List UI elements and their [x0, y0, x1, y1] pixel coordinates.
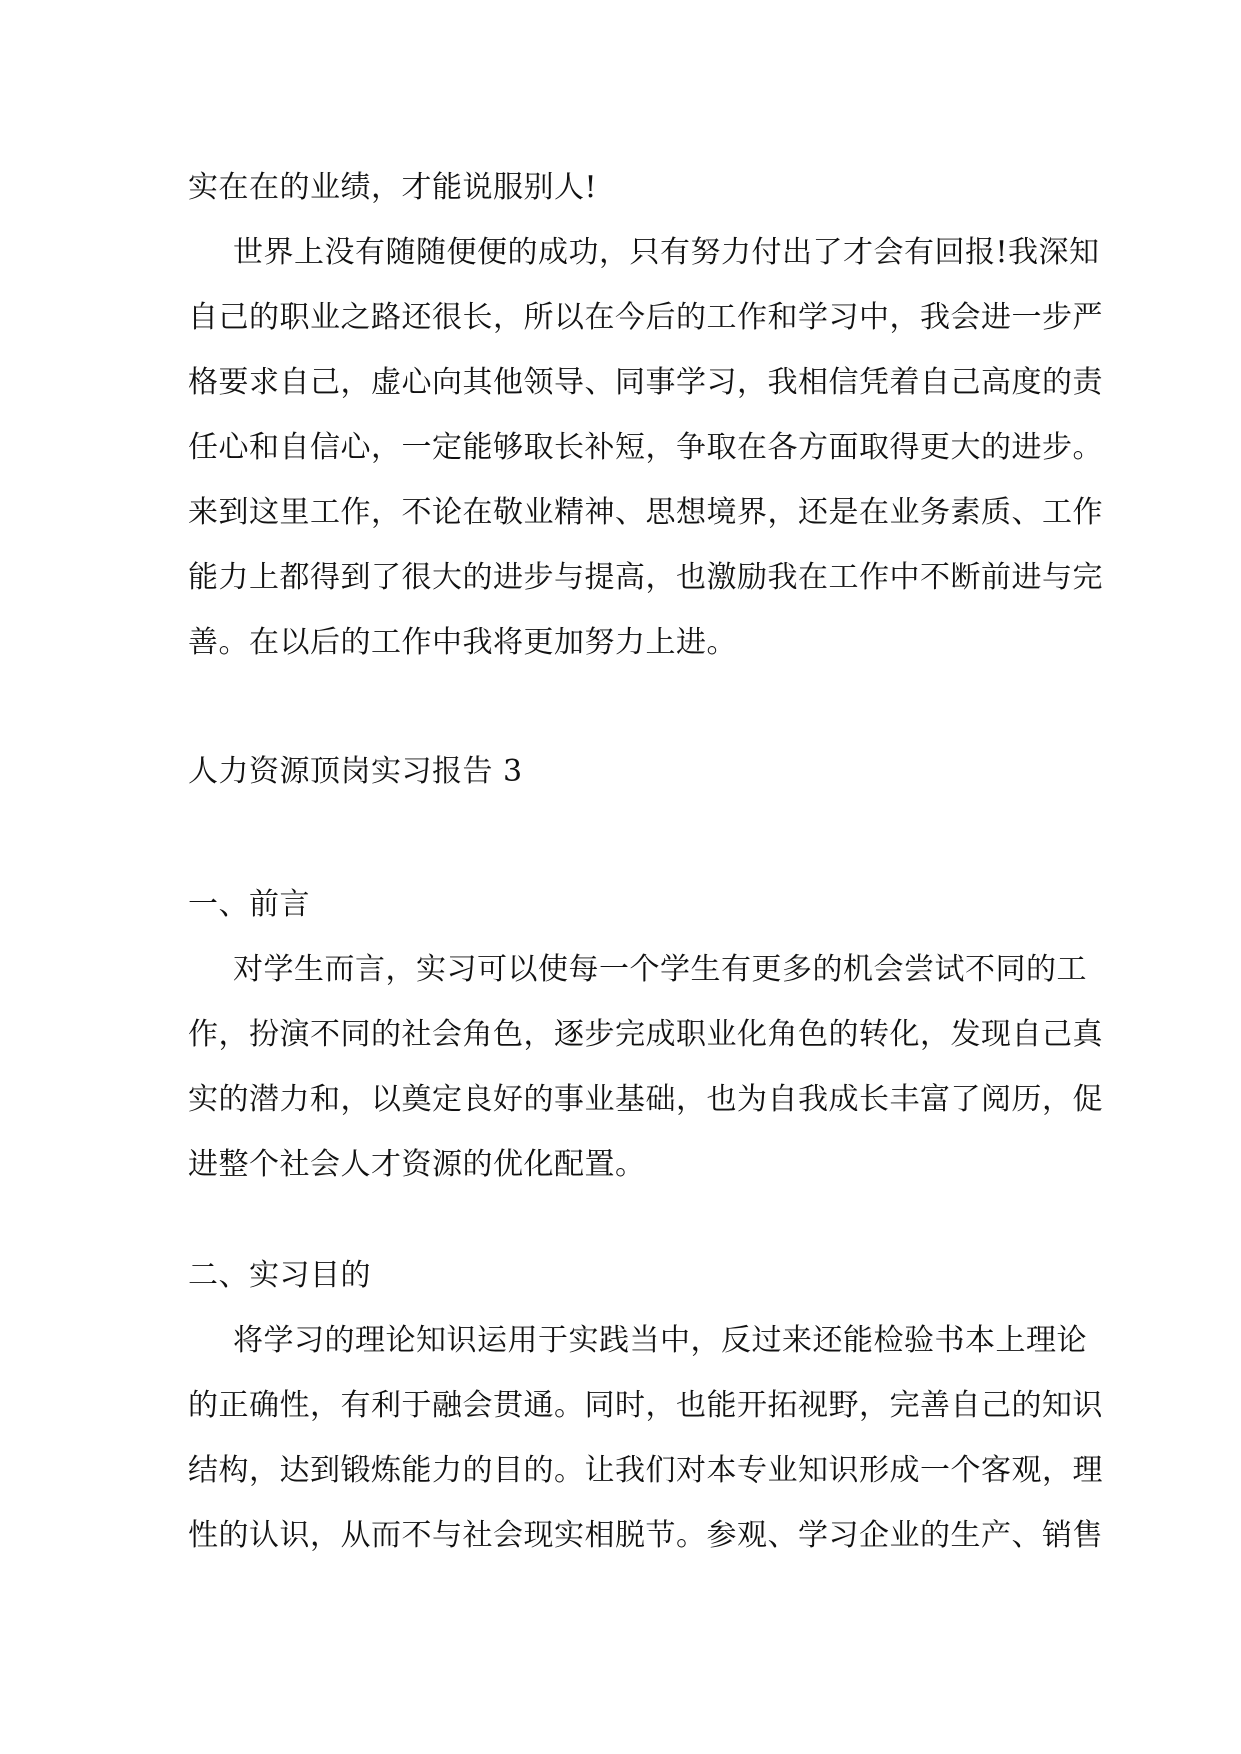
body-text-line: 善。在以后的工作中我将更加努力上进。: [188, 625, 737, 660]
body-text-line: 实在在的业绩，才能说服别人!: [188, 170, 598, 205]
body-text-line: 作，扮演不同的社会角色，逐步完成职业化角色的转化，发现自己真: [188, 1017, 1103, 1052]
section-title: 人力资源顶岗实习报告 3: [188, 754, 523, 789]
body-text-line: 对学生而言，实习可以使每一个学生有更多的机会尝试不同的工: [233, 952, 1087, 987]
body-text-line: 自己的职业之路还很长，所以在今后的工作和学习中，我会进一步严: [188, 300, 1103, 335]
body-text-line: 将学习的理论知识运用于实践当中，反过来还能检验书本上理论: [233, 1323, 1087, 1358]
body-text-line: 结构，达到锻炼能力的目的。让我们对本专业知识形成一个客观，理: [188, 1453, 1103, 1488]
body-text-line: 进整个社会人才资源的优化配置。: [188, 1147, 646, 1182]
body-text-line: 的正确性，有利于融会贯通。同时，也能开拓视野，完善自己的知识: [188, 1388, 1103, 1423]
body-text-line: 来到这里工作，不论在敬业精神、思想境界，还是在业务素质、工作: [188, 495, 1103, 530]
body-text-line: 实的潜力和，以奠定良好的事业基础，也为自我成长丰富了阅历，促: [188, 1082, 1103, 1117]
body-text-line: 性的认识，从而不与社会现实相脱节。参观、学习企业的生产、销售: [188, 1518, 1103, 1553]
body-text-line: 任心和自信心，一定能够取长补短，争取在各方面取得更大的进步。: [188, 430, 1103, 465]
body-text-line: 能力上都得到了很大的进步与提高，也激励我在工作中不断前进与完: [188, 560, 1103, 595]
section-heading: 一、前言: [188, 887, 310, 922]
section-heading: 二、实习目的: [188, 1258, 371, 1293]
body-text-line: 格要求自己，虚心向其他领导、同事学习，我相信凭着自己高度的责: [188, 365, 1103, 400]
body-text-line: 世界上没有随随便便的成功，只有努力付出了才会有回报!我深知: [233, 235, 1100, 270]
